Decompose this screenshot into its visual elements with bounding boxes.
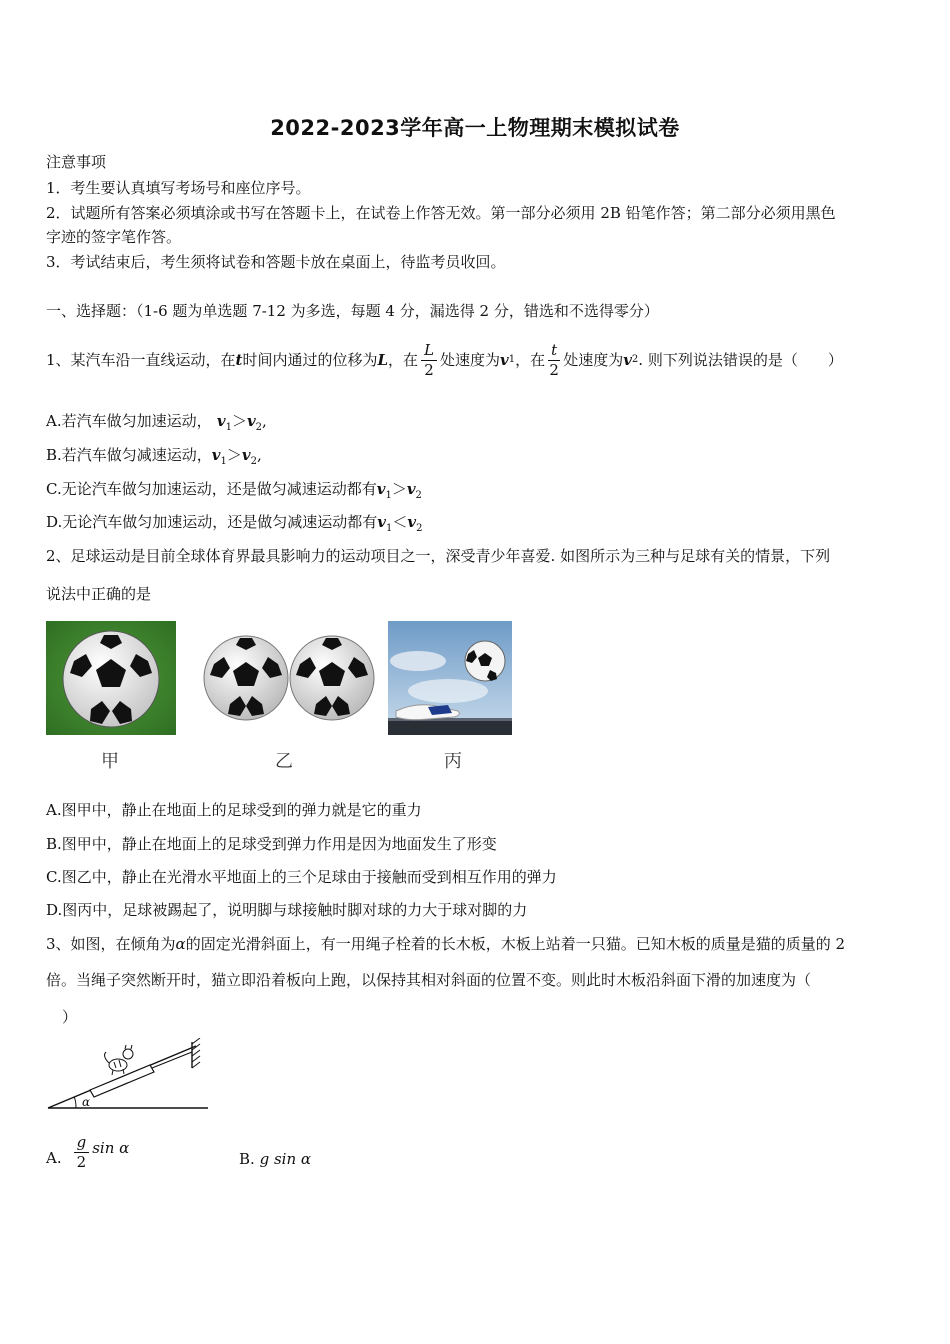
question-3-line-2: 倍。当绳子突然断开时，猫立即沿着板向上跑，以保持其相对斜面的位置不变。则此时木板沿斜面下滑的加速度为（ (46, 971, 812, 989)
caption-jia: 甲 (101, 751, 119, 772)
caption-yi: 乙 (275, 751, 293, 772)
q1-option-c: C.无论汽车做匀加速运动，还是做匀减速运动都有$v_1>v_2$ (46, 480, 422, 501)
page-title: 2022-2023学年高一上物理期末模拟试卷 (270, 116, 680, 140)
question-1: 1、某汽车沿一直线运动，在 t 时间内通过的位移为 L ，在 $\frac{L}{2}$ 处速度为 v 1 ，在 $\frac{t}{2}$ 处速度为 v 2 . 则下列说法错误的是（ ） (46, 340, 843, 379)
notice-heading: 注意事项 (46, 153, 107, 171)
q2-option-d: D.图丙中，足球被踢起了，说明脚与球接触时脚对球的力大于球对脚的力 (46, 901, 528, 919)
figure-yi-two-balls (200, 630, 378, 726)
q1-option-a: A.若汽车做匀加速运动， $v_1>v_2$, (46, 412, 267, 433)
fraction-L-over-2: $\frac{L}{2}$ (421, 341, 437, 380)
q2-option-a: A.图甲中，静止在地面上的足球受到的弹力就是它的重力 (46, 801, 422, 819)
cat-icon (105, 1045, 133, 1075)
q1-option-d: D.无论汽车做匀加速运动，还是做匀减速运动都有$v_1<v_2$ (46, 513, 423, 534)
q3-option-a: A. $\frac{g}{2}$ sin α (46, 1133, 130, 1171)
notice-item-3: 3．考试结束后，考生须将试卷和答题卡放在桌面上，待监考员收回。 (46, 253, 506, 271)
question-2-line-1: 2、足球运动是目前全球体育界最具影响力的运动项目之一，深受青少年喜爱. 如图所示为三种与足球有关的情景，下列 (46, 547, 831, 565)
section-heading: 一、选择题：（1-6 题为单选题 7-12 为多选，每题 4 分，漏选得 2 分，错选和不选得零分） (46, 302, 659, 320)
figure-jia-ball-on-grass (46, 621, 176, 735)
question-2-line-2: 说法中正确的是 (46, 585, 152, 603)
fraction-t-over-2: $\frac{t}{2}$ (549, 340, 559, 379)
svg-text:α: α (82, 1095, 91, 1109)
figure-bing-ball-kicked (388, 621, 512, 735)
figure-incline-cat-board (46, 1038, 212, 1114)
q2-option-b: B.图甲中，静止在地面上的足球受到弹力作用是因为地面发生了形变 (46, 835, 497, 853)
q2-option-c: C.图乙中，静止在光滑水平地面上的三个足球由于接触而受到相互作用的弹力 (46, 868, 557, 886)
caption-bing: 丙 (444, 751, 462, 772)
fraction-g-over-2: $\frac{g}{2}$ (74, 1133, 90, 1172)
notice-item-1: 1．考生要认真填写考场号和座位序号。 (46, 179, 311, 197)
notice-item-2: 2．试题所有答案必须填涂或书写在答题卡上，在试卷上作答无效。第一部分必须用 2B 铅笔作答；第二部分必须用黑色 (46, 204, 836, 222)
question-3-line-1: 3、如图，在倾角为α的固定光滑斜面上，有一用绳子栓着的长木板，木板上站着一只猫。已知木板的质量是猫的质量的 2 (46, 935, 846, 953)
notice-item-2-cont: 字迹的签字笔作答。 (46, 228, 182, 246)
q3-option-b: B. g sin α (239, 1150, 312, 1168)
question-3-line-3: ） (62, 1008, 78, 1026)
q1-option-b: B.若汽车做匀减速运动，$v_1>v_2$, (46, 446, 262, 467)
